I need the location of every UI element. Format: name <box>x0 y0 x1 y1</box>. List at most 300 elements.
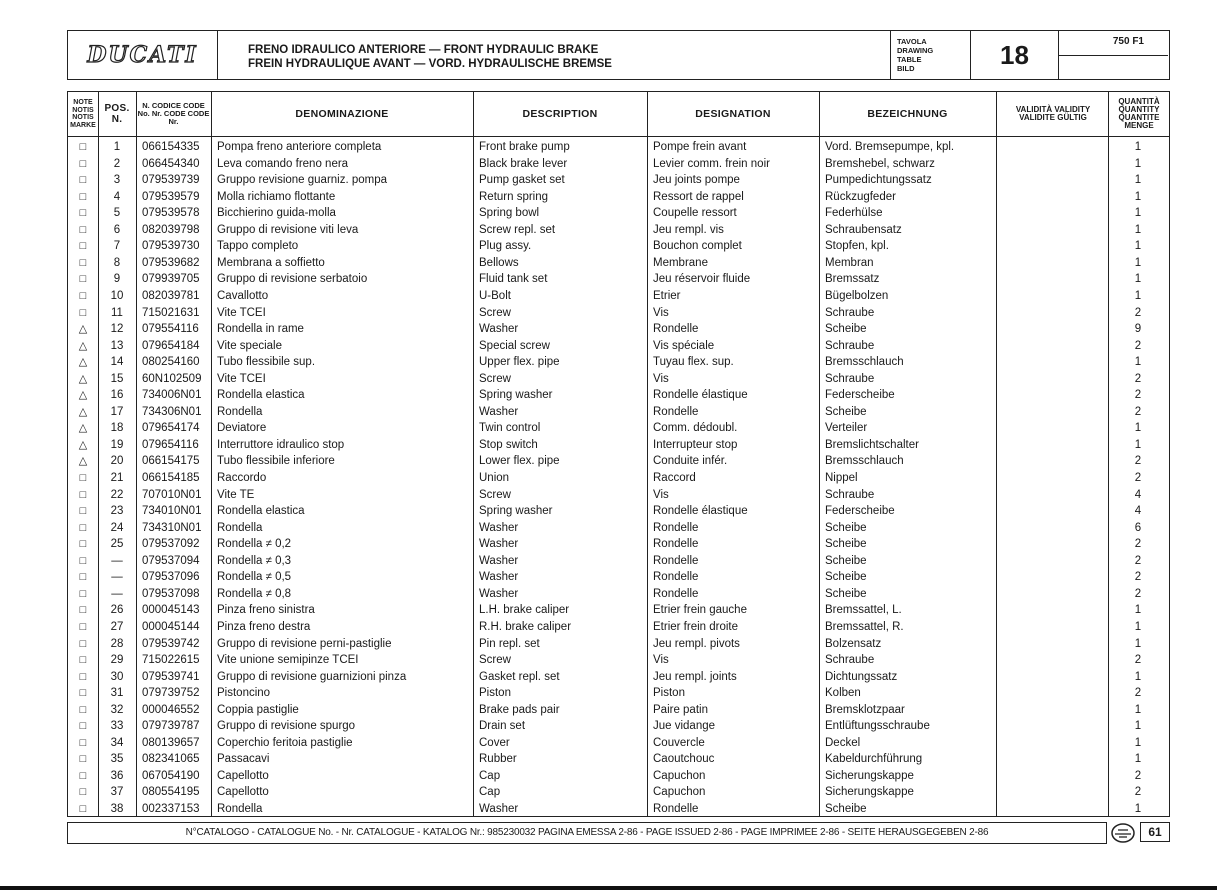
catalogue-footer: N°CATALOGO - CATALOGUE No. - Nr. CATALOGUE - KATALOG Nr.: 985230032 PAGINA EMESSA 2-86 - PAGE ISSUED 2-86 - PAGE IMPRIMEE 2-86 - SEITE HERAUSGEGEBEN 2-86 <box>67 822 1107 844</box>
row-quantity: 1 <box>1134 141 1142 153</box>
table-label-it: TAVOLA <box>897 37 927 46</box>
row-quantity: 2 <box>1134 571 1142 584</box>
row-pos: 3 <box>113 174 121 187</box>
row-note: △ <box>78 405 88 418</box>
row-quantity: 1 <box>1134 256 1142 269</box>
row-pos: 37 <box>110 786 124 799</box>
row-pos: 16 <box>110 389 124 402</box>
table-row <box>68 189 1169 206</box>
row-note: □ <box>79 753 87 766</box>
row-designation: Rondelle <box>653 521 699 534</box>
row-pos: 31 <box>110 687 124 700</box>
row-pos: 28 <box>110 637 124 650</box>
row-code: 079539579 <box>142 190 200 203</box>
row-note: □ <box>79 803 87 815</box>
row-denominazione: Rondella ≠ 0,5 <box>217 571 292 584</box>
row-pos: 26 <box>110 604 124 617</box>
row-note: □ <box>79 505 87 518</box>
row-bezeichnung: Scheibe <box>825 554 867 567</box>
row-quantity: 1 <box>1134 190 1142 203</box>
row-bezeichnung: Bremsschlauch <box>825 356 904 369</box>
row-bezeichnung: Bremslichtschalter <box>825 438 919 451</box>
row-quantity: 1 <box>1134 438 1142 451</box>
row-pos: 13 <box>110 339 124 352</box>
row-pos: 24 <box>110 521 124 534</box>
row-code: 079939705 <box>142 273 200 286</box>
row-designation: Vis <box>653 306 669 319</box>
row-bezeichnung: Sicherungskappe <box>825 769 914 782</box>
row-pos: — <box>111 571 123 584</box>
row-quantity: 2 <box>1134 538 1142 551</box>
row-note: □ <box>79 620 87 633</box>
row-bezeichnung: Schraube <box>825 372 875 385</box>
row-designation: Rondelle <box>653 554 699 567</box>
row-bezeichnung: Scheibe <box>825 405 867 418</box>
row-designation: Etrier frein gauche <box>653 604 747 617</box>
row-denominazione: Rondella elastica <box>217 505 305 518</box>
row-pos: 34 <box>110 736 124 749</box>
table-row <box>68 586 1169 603</box>
col-header-validity: VALIDITÀ VALIDITY VALIDITE GÜLTIG <box>1015 105 1091 122</box>
row-denominazione: Gruppo di revisione spurgo <box>217 720 356 733</box>
table-row <box>68 338 1169 355</box>
row-quantity: 1 <box>1134 422 1142 435</box>
row-note: △ <box>78 323 88 336</box>
row-note: □ <box>79 306 87 319</box>
table-row <box>68 685 1169 702</box>
row-description: Plug assy. <box>479 240 532 253</box>
row-bezeichnung: Federhülse <box>825 207 883 220</box>
row-quantity: 2 <box>1134 339 1142 352</box>
row-code: 079539739 <box>142 174 200 187</box>
row-quantity: 1 <box>1134 174 1142 187</box>
col-header-description: DESCRIPTION <box>522 108 598 120</box>
row-code: 000045143 <box>142 604 200 617</box>
row-description: Washer <box>479 587 519 600</box>
table-label <box>890 31 970 79</box>
row-pos: 25 <box>110 538 124 551</box>
table-row <box>68 156 1169 173</box>
page-number: 61 <box>1140 822 1170 842</box>
row-bezeichnung: Stopfen, kpl. <box>825 240 889 253</box>
row-bezeichnung: Nippel <box>825 472 858 484</box>
row-bezeichnung: Scheibe <box>825 521 867 534</box>
table-row <box>68 751 1169 768</box>
table-row <box>68 205 1169 222</box>
table-row <box>68 768 1169 785</box>
row-designation: Vis spéciale <box>653 339 715 352</box>
row-denominazione: Vite TE <box>217 488 255 501</box>
row-note: □ <box>79 703 87 716</box>
row-denominazione: Capellotto <box>217 769 269 782</box>
row-description: Washer <box>479 554 519 567</box>
row-bezeichnung: Bremssattel, R. <box>825 620 904 633</box>
row-designation: Jeu rempl. joints <box>653 670 737 683</box>
row-designation: Pompe frein avant <box>653 141 747 153</box>
row-description: Black brake lever <box>479 157 568 170</box>
motorcycle-icon <box>1110 821 1136 845</box>
row-denominazione: Gruppo di revisione serbatoio <box>217 273 368 286</box>
row-pos: — <box>111 587 123 600</box>
row-quantity: 1 <box>1134 223 1142 236</box>
row-code: 079654116 <box>142 438 199 451</box>
col-header-code: N. CODICE CODE No. Nr. CODE CODE Nr. <box>137 101 210 126</box>
row-bezeichnung: Kabeldurchführung <box>825 753 923 766</box>
row-quantity: 2 <box>1134 405 1142 418</box>
row-pos: 22 <box>110 488 124 501</box>
row-description: Washer <box>479 405 519 418</box>
row-pos: 5 <box>113 207 121 220</box>
row-note: □ <box>79 786 87 799</box>
row-description: Cap <box>479 769 501 782</box>
row-code: 000045144 <box>142 620 200 633</box>
table-row <box>68 652 1169 669</box>
table-row <box>68 305 1169 322</box>
row-bezeichnung: Sicherungskappe <box>825 786 914 799</box>
table-row <box>68 371 1169 388</box>
row-pos: 32 <box>110 703 124 716</box>
row-quantity: 2 <box>1134 472 1142 484</box>
row-bezeichnung: Pumpedichtungssatz <box>825 174 932 187</box>
row-description: Brake pads pair <box>479 703 560 716</box>
row-denominazione: Membrana a soffietto <box>217 256 325 269</box>
table-row <box>68 172 1169 189</box>
row-bezeichnung: Schraube <box>825 488 875 501</box>
row-description: Stop switch <box>479 438 538 451</box>
row-quantity: 2 <box>1134 786 1142 799</box>
row-designation: Ressort de rappel <box>653 190 744 203</box>
row-pos: — <box>111 554 123 567</box>
row-description: Washer <box>479 521 519 534</box>
row-quantity: 1 <box>1134 207 1142 220</box>
row-designation: Coupelle ressort <box>653 207 737 220</box>
row-designation: Vis <box>653 372 669 385</box>
table-row <box>68 437 1169 454</box>
row-description: U-Bolt <box>479 289 511 302</box>
row-denominazione: Gruppo revisione guarniz. pompa <box>217 174 388 187</box>
row-bezeichnung: Federscheibe <box>825 389 895 402</box>
row-denominazione: Vite speciale <box>217 339 282 352</box>
col-header-denominazione: DENOMINAZIONE <box>295 108 389 120</box>
row-designation: Capuchon <box>653 769 706 782</box>
table-row <box>68 321 1169 338</box>
row-pos: 35 <box>110 753 124 766</box>
row-denominazione: Cavallotto <box>217 289 269 302</box>
row-note: □ <box>79 670 87 683</box>
row-description: Union <box>479 472 510 484</box>
row-note: △ <box>78 438 88 451</box>
row-quantity: 1 <box>1134 736 1142 749</box>
row-code: 079539730 <box>142 240 200 253</box>
row-code: 079654174 <box>142 422 200 435</box>
row-denominazione: Passacavi <box>217 753 270 766</box>
row-description: Special screw <box>479 339 550 352</box>
table-row <box>68 271 1169 288</box>
row-bezeichnung: Bremsklotzpaar <box>825 703 905 716</box>
table-row <box>68 619 1169 636</box>
row-pos: 1 <box>113 141 121 153</box>
row-pos: 8 <box>113 256 121 269</box>
row-denominazione: Vite TCEI <box>217 306 266 319</box>
row-designation: Capuchon <box>653 786 706 799</box>
row-code: 066154335 <box>142 141 200 153</box>
row-designation: Vis <box>653 654 669 667</box>
row-quantity: 1 <box>1134 289 1142 302</box>
row-note: □ <box>79 587 87 600</box>
row-denominazione: Rondella <box>217 405 263 418</box>
table-row <box>68 801 1169 818</box>
row-note: □ <box>79 769 87 782</box>
row-description: Spring bowl <box>479 207 540 220</box>
row-note: □ <box>79 720 87 733</box>
row-pos: 19 <box>110 438 124 451</box>
row-code: 066154185 <box>142 472 200 484</box>
table-row <box>68 669 1169 686</box>
model-label: 750 F1 <box>1059 31 1168 56</box>
table-row <box>68 636 1169 653</box>
row-bezeichnung: Kolben <box>825 687 861 700</box>
row-bezeichnung: Scheibe <box>825 587 867 600</box>
row-code: 079539578 <box>142 207 200 220</box>
table-label-en: DRAWING <box>897 46 934 55</box>
table-row <box>68 420 1169 437</box>
row-quantity: 2 <box>1134 687 1142 700</box>
page-header <box>67 30 1170 80</box>
row-denominazione: Rondella <box>217 521 263 534</box>
row-description: Return spring <box>479 190 549 203</box>
row-denominazione: Pistoncino <box>217 687 271 700</box>
row-quantity: 1 <box>1134 240 1142 253</box>
row-quantity: 1 <box>1134 670 1142 683</box>
row-code: 082039781 <box>142 289 200 302</box>
row-pos: 36 <box>110 769 124 782</box>
row-designation: Rondelle <box>653 405 699 418</box>
row-code: 734306N01 <box>142 405 202 418</box>
row-note: △ <box>78 339 88 352</box>
row-description: L.H. brake caliper <box>479 604 570 617</box>
row-denominazione: Interruttore idraulico stop <box>217 438 345 451</box>
table-label-de: BILD <box>897 64 915 73</box>
table-row <box>68 470 1169 487</box>
row-description: Lower flex. pipe <box>479 455 560 468</box>
row-note: □ <box>79 687 87 700</box>
row-note: □ <box>79 174 87 187</box>
table-row <box>68 453 1169 470</box>
row-designation: Membrane <box>653 256 708 269</box>
table-row <box>68 503 1169 520</box>
row-denominazione: Gruppo di revisione viti leva <box>217 223 359 236</box>
table-row <box>68 288 1169 305</box>
row-quantity: 2 <box>1134 455 1142 468</box>
row-designation: Piston <box>653 687 685 700</box>
col-header-pos: POS. N. <box>104 103 130 125</box>
row-note: □ <box>79 521 87 534</box>
row-pos: 9 <box>113 273 121 286</box>
row-description: Cover <box>479 736 510 749</box>
row-quantity: 2 <box>1134 769 1142 782</box>
row-description: Screw <box>479 306 511 319</box>
row-description: Rubber <box>479 753 517 766</box>
row-designation: Jeu rempl. pivots <box>653 637 740 650</box>
row-description: Washer <box>479 538 519 551</box>
table-row <box>68 354 1169 371</box>
row-denominazione: Rondella elastica <box>217 389 305 402</box>
row-denominazione: Rondella ≠ 0,3 <box>217 554 292 567</box>
row-bezeichnung: Bügelbolzen <box>825 289 889 302</box>
row-pos: 11 <box>111 306 123 319</box>
row-bezeichnung: Vord. Bremsepumpe, kpl. <box>825 141 955 153</box>
row-pos: 12 <box>110 323 124 336</box>
row-denominazione: Tubo flessibile sup. <box>217 356 316 369</box>
row-note: □ <box>79 538 87 551</box>
row-quantity: 1 <box>1134 753 1142 766</box>
row-quantity: 1 <box>1134 604 1142 617</box>
row-denominazione: Deviatore <box>217 422 267 435</box>
row-designation: Rondelle <box>653 323 699 336</box>
table-row <box>68 569 1169 586</box>
table-row <box>68 255 1169 272</box>
row-description: R.H. brake caliper <box>479 620 572 633</box>
row-note: △ <box>78 422 88 435</box>
row-description: Washer <box>479 571 519 584</box>
row-denominazione: Rondella in rame <box>217 323 304 336</box>
model-box <box>1058 31 1168 79</box>
row-designation: Jeu joints pompe <box>653 174 740 187</box>
table-row <box>68 553 1169 570</box>
row-designation: Rondelle <box>653 538 699 551</box>
row-designation: Tuyau flex. sup. <box>653 356 734 369</box>
row-designation: Couvercle <box>653 736 705 749</box>
row-note: □ <box>79 654 87 667</box>
row-quantity: 2 <box>1134 306 1142 319</box>
row-description: Bellows <box>479 256 519 269</box>
row-code: 079739787 <box>142 720 200 733</box>
row-designation: Levier comm. frein noir <box>653 157 770 170</box>
row-note: □ <box>79 273 87 286</box>
row-code: 60N102509 <box>142 372 202 385</box>
title-line-1: FRENO IDRAULICO ANTERIORE — FRONT HYDRAULIC BRAKE <box>248 44 599 56</box>
row-denominazione: Leva comando freno nera <box>217 157 349 170</box>
row-bezeichnung: Dichtungssatz <box>825 670 898 683</box>
row-description: Gasket repl. set <box>479 670 560 683</box>
row-bezeichnung: Schraubensatz <box>825 223 902 236</box>
row-bezeichnung: Membran <box>825 256 874 269</box>
row-code: 082039798 <box>142 223 200 236</box>
row-designation: Rondelle élastique <box>653 505 748 518</box>
row-bezeichnung: Scheibe <box>825 323 867 336</box>
row-designation: Jeu réservoir fluide <box>653 273 751 286</box>
row-note: □ <box>79 637 87 650</box>
row-note: △ <box>78 356 88 369</box>
row-note: □ <box>79 736 87 749</box>
table-row <box>68 139 1169 156</box>
table-row <box>68 702 1169 719</box>
row-pos: 18 <box>110 422 124 435</box>
table-number: 18 <box>970 31 1058 79</box>
row-note: □ <box>79 571 87 584</box>
page-title <box>248 43 612 71</box>
row-denominazione: Gruppo di revisione perni-pastiglie <box>217 637 392 650</box>
row-denominazione: Pompa freno anteriore completa <box>217 141 382 153</box>
row-note: □ <box>79 488 87 501</box>
row-quantity: 1 <box>1134 703 1142 716</box>
row-denominazione: Gruppo di revisione guarnizioni pinza <box>217 670 407 683</box>
row-description: Screw repl. set <box>479 223 556 236</box>
row-quantity: 1 <box>1134 720 1142 733</box>
row-quantity: 1 <box>1134 620 1142 633</box>
row-code: 079537092 <box>142 538 200 551</box>
row-pos: 38 <box>110 803 124 815</box>
row-code: 079539682 <box>142 256 200 269</box>
row-quantity: 1 <box>1134 637 1142 650</box>
row-bezeichnung: Scheibe <box>825 571 867 584</box>
row-code: 002337153 <box>142 803 200 815</box>
row-code: 080554195 <box>142 786 200 799</box>
row-description: Washer <box>479 323 519 336</box>
row-designation: Interrupteur stop <box>653 438 738 451</box>
row-bezeichnung: Bolzensatz <box>825 637 882 650</box>
row-note: □ <box>79 223 87 236</box>
row-code: 715021631 <box>142 306 200 319</box>
row-pos: 27 <box>110 620 124 633</box>
row-note: △ <box>78 372 88 385</box>
title-line-2: FREIN HYDRAULIQUE AVANT — VORD. HYDRAULISCHE BREMSE <box>248 58 612 70</box>
row-bezeichnung: Bremssattel, L. <box>825 604 902 617</box>
row-code: 079537096 <box>142 571 200 584</box>
col-header-designation: DESIGNATION <box>695 108 771 120</box>
row-designation: Raccord <box>653 472 696 484</box>
row-quantity: 4 <box>1134 488 1142 501</box>
row-quantity: 2 <box>1134 389 1142 402</box>
row-quantity: 1 <box>1134 803 1142 815</box>
header-divider <box>68 136 1169 137</box>
row-code: 082341065 <box>142 753 200 766</box>
row-note: □ <box>79 472 87 484</box>
row-description: Piston <box>479 687 511 700</box>
row-pos: 20 <box>110 455 124 468</box>
row-description: Upper flex. pipe <box>479 356 560 369</box>
col-header-quantity: QUANTITÀ QUANTITY QUANTITE MENGE <box>1118 97 1160 130</box>
row-designation: Caoutchouc <box>653 753 715 766</box>
row-designation: Vis <box>653 488 669 501</box>
ducati-logo: DUCATI <box>68 31 218 79</box>
table-label-fr: TABLE <box>897 55 922 64</box>
row-designation: Comm. dédoubl. <box>653 422 738 435</box>
row-denominazione: Tubo flessibile inferiore <box>217 455 335 468</box>
row-designation: Rondelle <box>653 803 699 815</box>
row-code: 000046552 <box>142 703 200 716</box>
row-bezeichnung: Scheibe <box>825 803 867 815</box>
row-denominazione: Coperchio feritoia pastiglie <box>217 736 353 749</box>
row-code: 715022615 <box>142 654 200 667</box>
row-note: △ <box>78 389 88 402</box>
row-note: □ <box>79 554 87 567</box>
bottom-rule <box>0 886 1217 890</box>
row-denominazione: Molla richiamo flottante <box>217 190 336 203</box>
row-note: □ <box>79 141 87 153</box>
row-designation: Jue vidange <box>653 720 716 733</box>
row-note: □ <box>79 190 87 203</box>
table-row <box>68 404 1169 421</box>
row-quantity: 9 <box>1134 323 1142 336</box>
row-designation: Rondelle <box>653 571 699 584</box>
row-denominazione: Pinza freno destra <box>217 620 311 633</box>
row-quantity: 4 <box>1134 505 1142 518</box>
row-code: 079537094 <box>142 554 200 567</box>
row-denominazione: Rondella ≠ 0,8 <box>217 587 292 600</box>
row-quantity: 1 <box>1134 273 1142 286</box>
row-pos: 4 <box>113 190 121 203</box>
